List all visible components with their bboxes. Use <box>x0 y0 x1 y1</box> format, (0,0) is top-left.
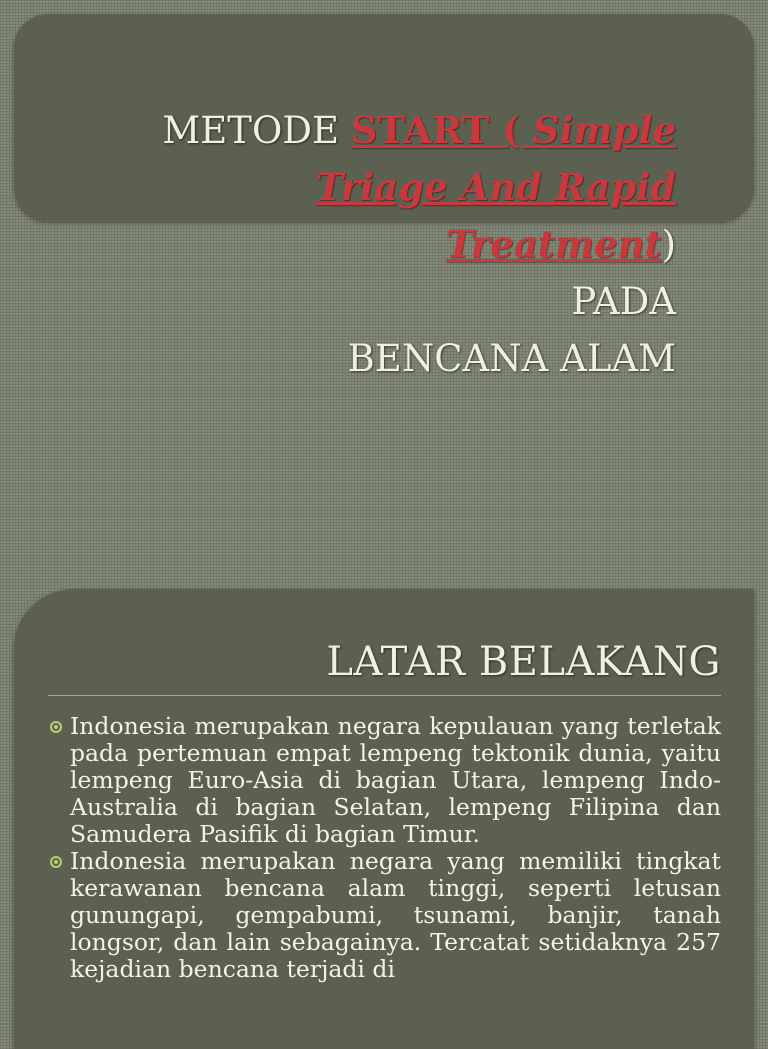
title-paren: ) <box>661 223 676 266</box>
section-title: LATAR BELAKANG <box>326 639 721 685</box>
title-prefix: METODE <box>162 109 351 152</box>
slide-title <box>116 102 676 387</box>
title-triage: Triage And Rapid <box>315 165 676 209</box>
title-simple: Simple <box>532 108 676 152</box>
title-treatment: Treatment <box>445 222 662 266</box>
bullet-text: Indonesia merupakan negara kepulauan yang terletak pada pertemuan empat lempeng tektonik dunia, yaitu lempeng Euro-Asia di bagian Utara, lempeng Indo-Australia di bagian Selatan, lempeng Filipina dan Samudera Pasifik di bagian Timur. <box>70 712 721 848</box>
title-start: START ( <box>350 108 533 152</box>
bullet-circle-icon <box>50 721 62 733</box>
bullet-item <box>48 848 721 983</box>
bullet-text: Indonesia merupakan negara yang memiliki tingkat kerawanan bencana alam tinggi, seperti letusan gunungapi, gempabumi, tsunami, banjir, tanah longsor, dan lain sebagainya. Tercatat setidaknya 257 kejadian bencana terjadi di <box>70 847 721 983</box>
bullet-item <box>48 713 721 848</box>
title-divider <box>48 695 721 696</box>
title-line-2 <box>116 159 676 216</box>
title-line-1 <box>116 102 676 159</box>
title-line-5: BENCANA ALAM <box>347 337 676 380</box>
bullet-list <box>48 713 721 983</box>
title-line-3 <box>116 216 676 273</box>
title-line-4: PADA <box>571 280 676 323</box>
bullet-circle-icon <box>50 856 62 868</box>
slide-2 <box>14 589 754 1049</box>
